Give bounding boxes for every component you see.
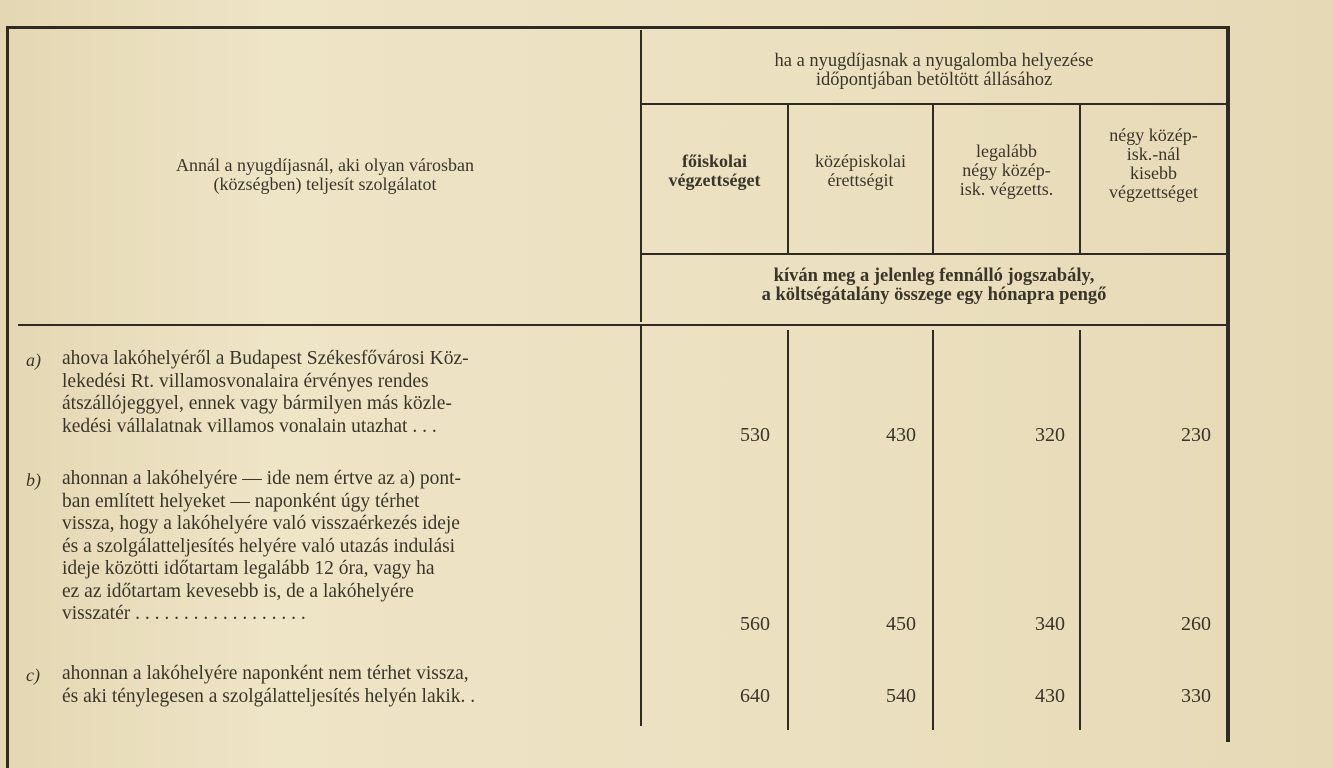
row-c-value-1: 640 bbox=[740, 685, 770, 707]
row-text-line: lekedési Rt. villamosvonalaira érvényes rendes bbox=[62, 370, 429, 392]
left-header bbox=[40, 156, 610, 194]
left-header-line: (községben) teljesít szolgálatot bbox=[213, 173, 437, 194]
bottom-header-rule bbox=[642, 253, 1226, 255]
row-text-line: ahova lakóhelyéről a Budapest Székesfővárosi Köz- bbox=[62, 348, 469, 369]
column-header-3 bbox=[934, 142, 1079, 199]
row-a-value-2: 430 bbox=[886, 424, 916, 446]
row-marker-a: a) bbox=[26, 350, 41, 370]
row-a-value-3: 320 bbox=[1035, 424, 1065, 446]
row-text-line: visszatér . . . . . . . . . . . . . . . . . . bbox=[62, 603, 306, 624]
column-header-1 bbox=[642, 152, 787, 190]
row-a-text bbox=[62, 348, 630, 438]
row-text-line: ideje közötti időtartam legalább 12 óra, vagy ha bbox=[62, 558, 435, 579]
column-header-line: legalább bbox=[976, 141, 1037, 161]
bottom-header-line: kíván meg a jelenleg fennálló jogszabály, bbox=[773, 266, 1095, 286]
row-marker-b: b) bbox=[26, 470, 41, 490]
row-a-value-4: 230 bbox=[1181, 424, 1211, 446]
row-text-line: ban említett helyeket — naponként úgy térhet bbox=[62, 490, 420, 512]
column-header-4 bbox=[1081, 126, 1226, 202]
table-top-border bbox=[6, 26, 1228, 29]
row-b-value-2: 450 bbox=[886, 613, 916, 635]
column-header-line: végzettséget bbox=[668, 169, 761, 190]
column-header-2 bbox=[789, 152, 932, 190]
column-header-line: isk.-nál bbox=[1126, 143, 1181, 164]
body-col-divider-3 bbox=[1079, 330, 1081, 730]
row-a-value-1: 530 bbox=[740, 424, 770, 446]
row-text-line: ez az időtartam kevesebb is, de a lakóhelyére bbox=[62, 580, 414, 602]
column-header-line: végzettséget bbox=[1109, 181, 1198, 202]
body-col-divider-2 bbox=[932, 330, 934, 730]
row-b-text bbox=[62, 468, 630, 626]
top-header-line: ha a nyugdíjasnak a nyugalomba helyezése bbox=[774, 51, 1094, 71]
column-header-line: érettségit bbox=[827, 169, 894, 190]
row-text-line: és aki ténylegesen a szolgálatteljesítés helyén lakik. . bbox=[62, 685, 476, 707]
column-header-line: isk. végzetts. bbox=[959, 178, 1054, 199]
left-header-line: Annál a nyugdíjasnál, aki olyan városban bbox=[176, 155, 474, 175]
row-c-text bbox=[62, 663, 630, 708]
top-header bbox=[642, 52, 1226, 91]
bottom-header-line: a költségátalány összege egy hónapra pengő bbox=[761, 285, 1107, 306]
column-header-line: főiskolai bbox=[681, 151, 747, 171]
row-text-line: ahonnan a lakóhelyére naponként nem térhet vissza, bbox=[62, 663, 469, 684]
row-b-value-1: 560 bbox=[740, 613, 770, 635]
row-marker-c: c) bbox=[26, 665, 40, 685]
row-c-value-4: 330 bbox=[1181, 685, 1211, 707]
row-c-value-3: 430 bbox=[1035, 685, 1065, 707]
row-text-line: ahonnan a lakóhelyére — ide nem értve az a) pont- bbox=[62, 468, 462, 489]
row-b-value-3: 340 bbox=[1035, 613, 1065, 635]
header-body-rule bbox=[18, 324, 1226, 326]
row-text-line: kedési vállalatnak villamos vonalain utazhat . . . bbox=[62, 415, 437, 437]
body-col-divider-1 bbox=[787, 330, 789, 730]
row-b-value-4: 260 bbox=[1181, 613, 1211, 635]
body-col-divider-0 bbox=[640, 326, 642, 726]
row-text-line: átszállójeggyel, ennek vagy bármilyen más közle- bbox=[62, 393, 452, 414]
top-header-line: időpontjában betöltött állásához bbox=[815, 70, 1053, 91]
column-header-line: középiskolai bbox=[815, 151, 906, 171]
column-header-line: négy közép- bbox=[962, 159, 1051, 180]
column-header-line: kisebb bbox=[1130, 162, 1177, 183]
row-c-value-2: 540 bbox=[886, 685, 916, 707]
row-text-line: vissza, hogy a lakóhelyére való visszaérkezés ideje bbox=[62, 513, 460, 534]
bottom-header bbox=[642, 267, 1226, 306]
top-header-rule bbox=[642, 103, 1226, 105]
column-header-line: négy közép- bbox=[1109, 125, 1198, 145]
table-left-border bbox=[6, 26, 9, 768]
row-text-line: és a szolgálatteljesítés helyére való utazás indulási bbox=[62, 535, 456, 557]
